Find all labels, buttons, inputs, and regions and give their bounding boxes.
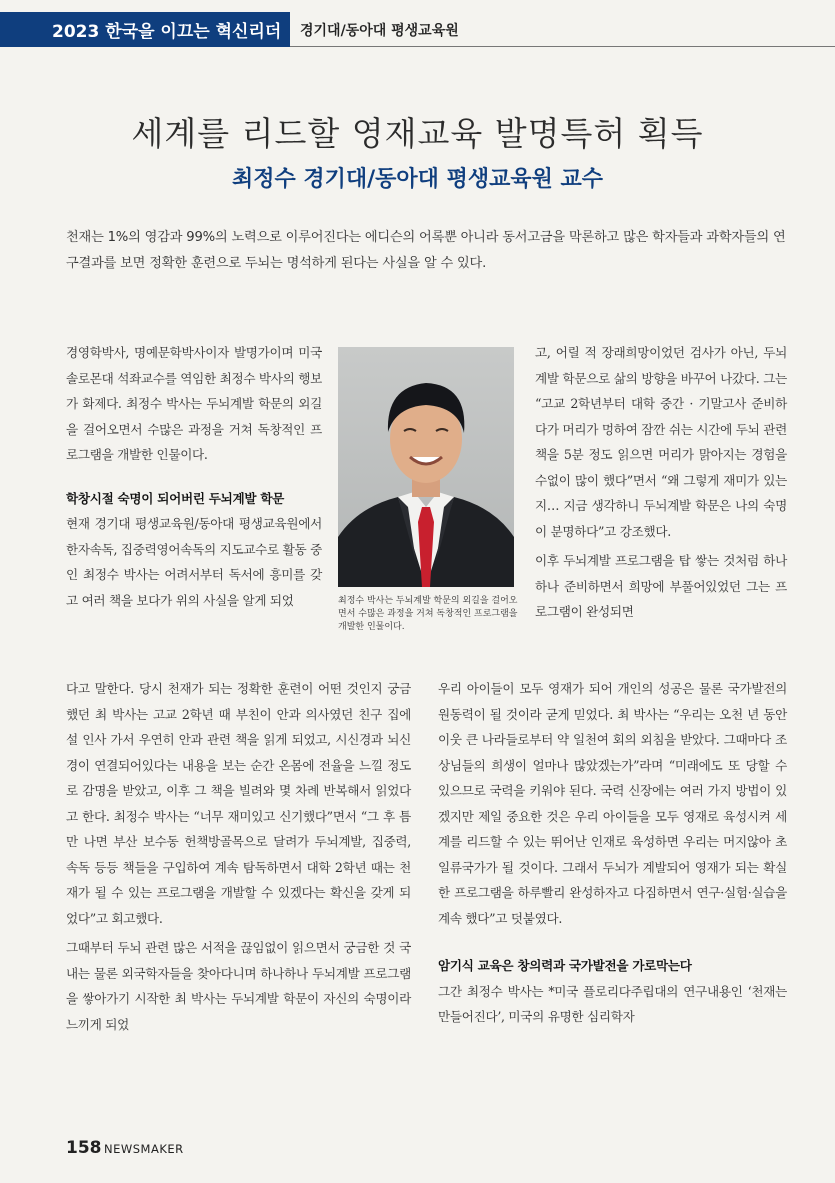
magazine-name: NEWSMAKER [104,1142,184,1156]
right-paragraph-1: 고, 어릴 적 장래희망이었던 검사가 아닌, 두뇌계발 학문으로 삶의 방향을 바꾸어 나갔다. 그는 “고교 2학년부터 대학 중간 · 기말고사 준비하다가 머리가 멍하여 잠깐 쉬는 시간에 두뇌 관련 책을 5분 정도 읽으면 머리가 맑아지는 경험을 수없이 많이 했다”면서 “왜 그렇게 재미가 있는지… 지금 생각하니 두뇌계발 학문은 나의 숙명이 분명하다”고 강조했다. [535,345,787,539]
portrait-photo [338,347,514,587]
body-paragraph-2: 그때부터 두뇌 관련 많은 서적을 끊임없이 읽으면서 궁금한 것 국내는 물론 외국학자들을 찾아다니며 하나하나 두뇌계발 프로그램을 쌓아가기 시작한 최 박사는 두뇌계발 학문이 자신의 숙명이라 느끼게 되었 [66,940,411,1032]
body-paragraph-1: 다고 말한다. 당시 천재가 되는 정확한 훈련이 어떤 것인지 궁금했던 최 박사는 고교 2학년 때 부친이 안과 의사였던 친구 집에 설 인사 가서 우연히 안과 관련 책을 읽게 되었고, 시신경과 뇌신경이 연결되어있다는 내용을 보는 순간 온몸에 전율을 느낄 정도로 감명을 받았고, 이후 그 책을 빌려와 몇 차례 반복해서 읽었다고 한다. 최정수 박사는 “너무 재미있고 신기했다”면서 “그 후 틈만 나면 부산 보수동 헌책방골목으로 달려가 두뇌계발, 집중력, 속독 등등 책들을 구입하여 계속 탐독하면서 대학 2학년 때는 천재가 될 수 있는 프로그램을 개발할 수 있겠다는 확신을 갖게 되었다”고 회고했다. [66,681,411,926]
organization-label: 경기대/동아대 평생교육원 [300,23,459,39]
column-right [535,340,787,625]
column-left-wide [66,676,411,1037]
right-paragraph-3: 우리 아이들이 모두 영재가 되어 개인의 성공은 물론 국가발전의 원동력이 될 것이라 굳게 믿었다. 최 박사는 “우리는 오천 년 동안 이웃 큰 나라들로부터 약 일천여 회의 외침을 받았다. 그때마다 조상님들의 희생이 얼마나 많았겠는가”라며 “미래에도 또 당할 수 있으므로 국력을 키워야 된다. 국력 신장에는 여러 가지 방법이 있겠지만 제일 중요한 것은 우리 아이들을 모두 영재로 육성시켜 세계를 리드할 수 있는 뛰어난 인재로 육성하면 우리는 머지않아 초일류국가가 될 것이다. 그래서 두뇌가 계발되어 영재가 되는 확실한 프로그램을 하루빨리 완성하자고 다짐하면서 연구·실험·실습을 계속 했다”고 덧붙였다. [438,681,787,926]
section2-heading: 암기식 교육은 창의력과 국가발전을 가로막는다 [438,958,692,973]
photo-caption: 최정수 박사는 두뇌계발 학문의 외길을 걸어오면서 수많은 과정을 거쳐 독창적인 프로그램을 개발한 인물이다. [338,596,518,632]
page-number: 158 [66,1138,102,1158]
right-paragraph-4: 그간 최정수 박사는 *미국 플로리다주립대의 연구내용인 ‘천재는 만들어진다’, 미국의 유명한 심리학자 [438,983,787,1024]
column-right-wide [438,676,787,1030]
header-divider [290,46,835,47]
column-left [66,340,322,613]
article-subheadline: 최정수 경기대/동아대 평생교육원 교수 [231,167,604,192]
portrait-illustration [338,347,514,587]
intro-paragraph: 경영학박사, 명예문학박사이자 발명가이며 미국 솔로몬대 석좌교수를 역임한 최정수 박사의 행보가 화제다. 최정수 박사는 두뇌계발 학문의 외길을 걸어오면서 수많은 과정을 거쳐 독창적인 프로그램을 개발한 인물이다. [66,345,322,462]
article-lead: 천재는 1%의 영감과 99%의 노력으로 이루어진다는 에디슨의 어록뿐 아니라 동서고금을 막론하고 많은 학자들과 과학자들의 연구결과를 보면 정확한 훈련으로 두뇌는 명석하게 된다는 사실을 알 수 있다. [66,230,786,271]
right-paragraph-2: 이후 두뇌계발 프로그램을 탑 쌓는 것처럼 하나하나 준비하면서 희망에 부풀어있었던 그는 프로그램이 완성되면 [535,553,787,619]
section1-paragraph: 현재 경기대 평생교육원/동아대 평생교육원에서 한자속독, 집중력영어속독의 지도교수로 활동 중인 최정수 박사는 어려서부터 독서에 흥미를 갖고 여러 책을 보다가 위의 사실을 알게 되었 [66,516,322,608]
article-headline: 세계를 리드할 영재교육 발명특허 획득 [131,114,704,153]
section-tag: 2023 한국을 이끄는 혁신리더 [0,12,290,47]
section1-heading: 학창시절 숙명이 되어버린 두뇌계발 학문 [66,490,285,506]
